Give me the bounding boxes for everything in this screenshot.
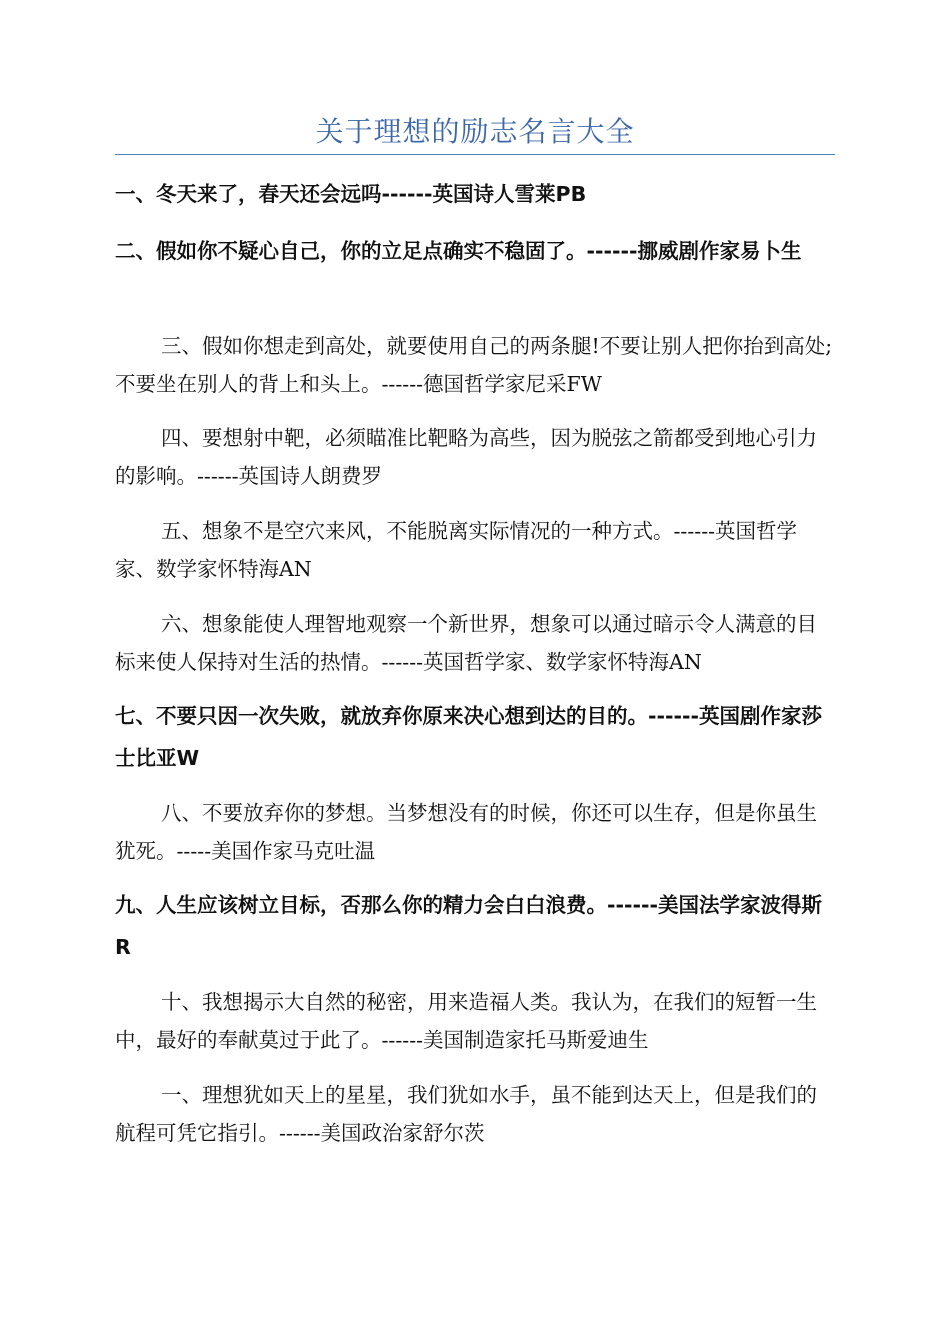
quote-paragraph-9: 九、人生应该树立目标，否那么你的精力会白白浪费。------美国法学家波得斯R [115, 893, 823, 959]
quote-paragraph-7: 七、不要只因一次失败，就放弃你原来决心想到达的目的。------英国剧作家莎士比亚W [115, 704, 823, 770]
quote-paragraph-11: 一、理想犹如天上的星星，我们犹如水手，虽不能到达天上，但是我们的航程可凭它指引。------美国政治家舒尔茨 [115, 1083, 817, 1145]
title-underline [115, 154, 835, 155]
quote-paragraph-10: 十、我想揭示大自然的秘密，用来造福人类。我认为，在我们的短暂一生中，最好的奉献莫过于此了。------美国制造家托马斯爱迪生 [115, 990, 817, 1052]
quote-paragraph-2: 二、假如你不疑心自己，你的立足点确实不稳固了。------挪威剧作家易卜生 [115, 239, 802, 263]
quote-paragraph-3: 三、假如你想走到高处，就要使用自己的两条腿!不要让别人把你抬到高处;不要坐在别人的背上和头上。------德国哲学家尼采FW [115, 334, 833, 396]
quote-paragraph-8: 八、不要放弃你的梦想。当梦想没有的时候，你还可以生存，但是你虽生犹死。-----美国作家马克吐温 [115, 801, 817, 863]
quote-paragraph-1: 一、冬天来了，春天还会远吗------英国诗人雪莱PB [115, 182, 587, 206]
quote-paragraph-6: 六、想象能使人理智地观察一个新世界，想象可以通过暗示令人满意的目标来使人保持对生活的热情。------英国哲学家、数学家怀特海AN [115, 612, 817, 674]
quote-paragraph-4: 四、要想射中靶，必须瞄准比靶略为高些，因为脱弦之箭都受到地心引力的影响。------英国诗人朗费罗 [115, 426, 817, 488]
document-title: 关于理想的励志名言大全 [315, 115, 635, 148]
quote-paragraph-5: 五、想象不是空穴来风，不能脱离实际情况的一种方式。------英国哲学家、数学家怀特海AN [115, 519, 798, 581]
